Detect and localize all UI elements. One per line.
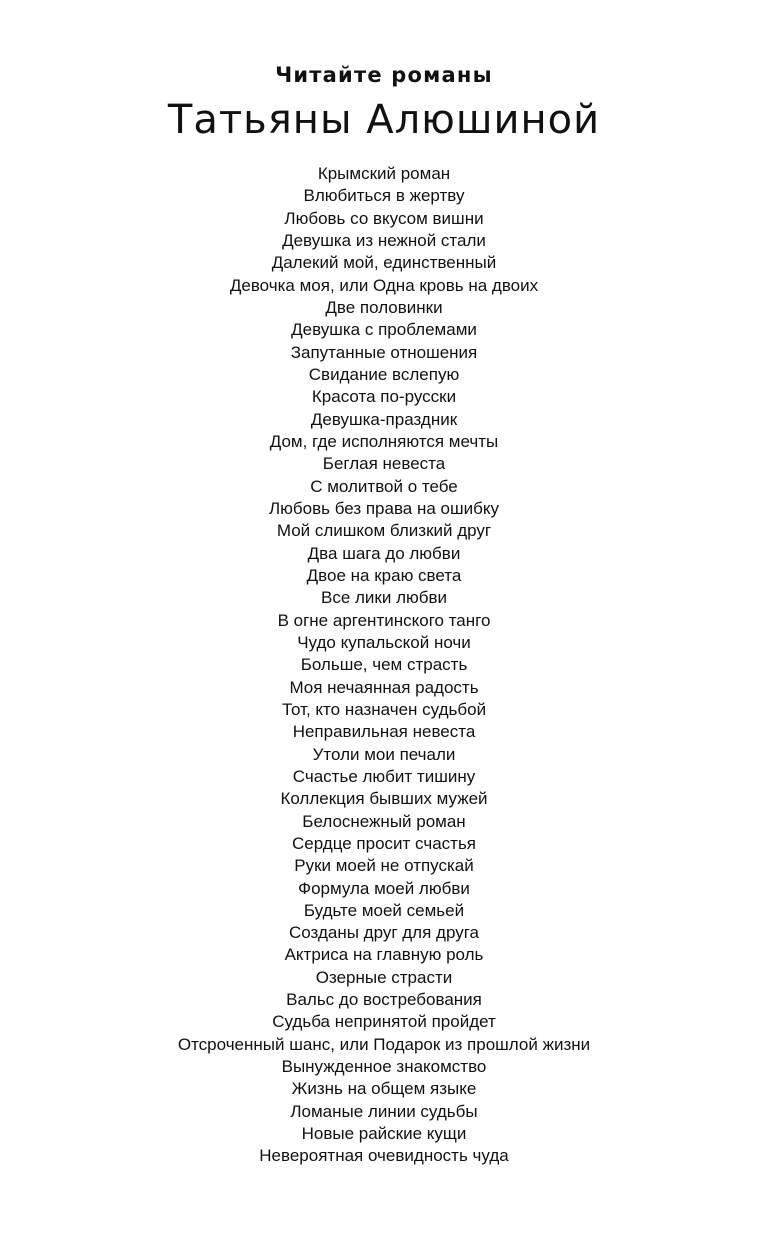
book-title: Два шага до любви — [307, 543, 461, 563]
book-title: Вынужденное знакомство — [281, 1057, 487, 1077]
book-title: Любовь со вкусом вишни — [284, 208, 484, 228]
book-title: Актриса на главную роль — [284, 945, 484, 965]
book-title: Две половинки — [325, 297, 443, 317]
book-title: Руки моей не отпускай — [294, 856, 474, 876]
book-title: Новые райские кущи — [301, 1124, 467, 1144]
book-title: Невероятная очевидность чуда — [259, 1146, 509, 1166]
book-title: Формула моей любви — [298, 878, 470, 898]
book-title: Тот, кто назначен судьбой — [281, 699, 487, 719]
book-title: Крымский роман — [317, 164, 451, 183]
book-title: Сердце просит счастья — [291, 833, 477, 853]
book-title: Девочка моя, или Одна кровь на двоих — [229, 275, 539, 295]
book-title: Счастье любит тишину — [292, 766, 476, 786]
book-title: Запутанные отношения — [290, 342, 478, 362]
book-title: Вальс до востребования — [286, 990, 482, 1010]
book-title: Отсроченный шанс, или Подарок из прошлой жизни — [177, 1034, 591, 1054]
page-subtitle: Читайте романы — [275, 63, 493, 87]
book-title: Коллекция бывших мужей — [280, 789, 488, 809]
book-title-list — [0, 163, 768, 1168]
book-title: Девушка-праздник — [310, 409, 458, 429]
book-title: С молитвой о тебе — [310, 476, 458, 496]
book-title: Судьба непринятой пройдет — [272, 1012, 496, 1032]
book-title: Неправильная невеста — [292, 722, 476, 742]
book-title: Девушка из нежной стали — [282, 230, 486, 250]
book-title: Моя нечаянная радость — [289, 677, 479, 697]
book-title: Влюбиться в жертву — [303, 186, 465, 206]
book-title: Утоли мои печали — [312, 744, 456, 764]
book-title: Озерные страсти — [315, 967, 453, 987]
book-title: Девушка с проблемами — [291, 320, 477, 340]
book-title: Все лики любви — [320, 588, 448, 608]
book-title: Свидание вслепую — [308, 364, 460, 384]
book-title: Беглая невеста — [322, 454, 446, 474]
book-title: Красота по-русски — [311, 387, 457, 407]
book-title: Любовь без права на ошибку — [268, 498, 499, 518]
book-title: Мой слишком близкий друг — [276, 521, 492, 541]
book-title: Будьте моей семьей — [303, 900, 465, 920]
book-title: Дом, где исполняются мечты — [269, 431, 499, 451]
book-title: Больше, чем страсть — [300, 655, 468, 675]
author-name: Татьяны Алюшиной — [167, 97, 601, 143]
book-title: Созданы друг для друга — [288, 923, 479, 943]
book-title: Жизнь на общем языке — [291, 1079, 477, 1099]
book-title: Двое на краю света — [306, 565, 462, 585]
book-title: В огне аргентинского танго — [277, 610, 491, 630]
book-title: Белоснежный роман — [302, 811, 466, 831]
book-title: Ломаные линии судьбы — [290, 1101, 478, 1121]
book-title: Далекий мой, единственный — [271, 253, 497, 273]
book-title: Чудо купальской ночи — [297, 632, 471, 652]
